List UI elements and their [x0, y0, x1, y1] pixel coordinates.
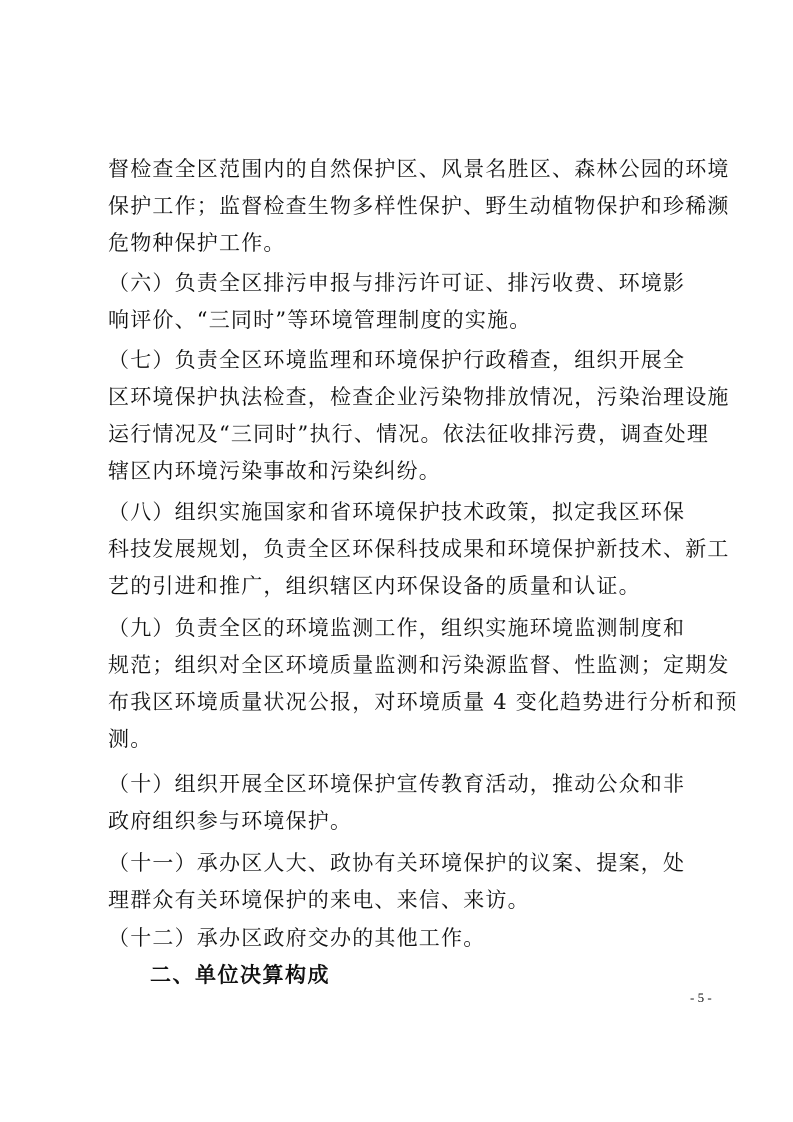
paragraph-line: （八）组织实施国家和省环境保护技术政策，拟定我区环保 — [108, 500, 686, 524]
paragraph-line: 运行情况及“三同时”执行、情况。依法征收排污费，调查处理 — [108, 422, 710, 446]
paragraph-line: （六）负责全区排污申报与排污许可证、排污收费、环境影 — [108, 271, 686, 295]
paragraph-line: （十）组织开展全区环境保护宣传教育活动，推动公众和非 — [108, 772, 686, 796]
paragraph-line: 督检查全区范围内的自然保护区、风景名胜区、森林公园的环境 — [108, 157, 730, 181]
paragraph-line: 危物种保护工作。 — [108, 231, 286, 255]
paragraph-line: 科技发展规划，负责全区环保科技成果和环境保护新技术、新工 — [108, 537, 730, 561]
paragraph-line: 规范；组织对全区环境质量监测和污染源监督、性监测；定期发 — [108, 653, 730, 677]
paragraph-line: 响评价、“三同时”等环境管理制度的实施。 — [108, 308, 532, 332]
paragraph-line: （九）负责全区的环境监测工作，组织实施环境监测制度和 — [108, 616, 686, 640]
paragraph-line: 保护工作；监督检查生物多样性保护、野生动植物保护和珍稀濒 — [108, 194, 730, 218]
paragraph-line: 区环境保护执法检查，检查企业污染物排放情况，污染治理设施 — [108, 385, 730, 409]
paragraph-line: （七）负责全区环境监理和环境保护行政稽查，组织开展全 — [108, 348, 686, 372]
paragraph-line: 政府组织参与环境保护。 — [108, 809, 353, 833]
section-heading: 二、单位决算构成 — [150, 963, 330, 987]
paragraph-line: （十二）承办区政府交办的其他工作。 — [108, 926, 486, 950]
paragraph-line: 辖区内环境污染事故和污染纠纷。 — [108, 459, 441, 483]
paragraph-line: 布我区环境质量状况公报，对环境质量 4 变化趋势进行分析和预 — [108, 690, 738, 714]
page-number: - 5 - — [690, 990, 712, 1005]
paragraph-line: （十一）承办区人大、政协有关环境保护的议案、提案，处 — [108, 851, 686, 875]
paragraph-line: 测。 — [108, 727, 153, 751]
paragraph-line: 艺的引进和推广，组织辖区内环保设备的质量和认证。 — [108, 574, 641, 598]
paragraph-line: 理群众有关环境保护的来电、来信、来访。 — [108, 888, 530, 912]
